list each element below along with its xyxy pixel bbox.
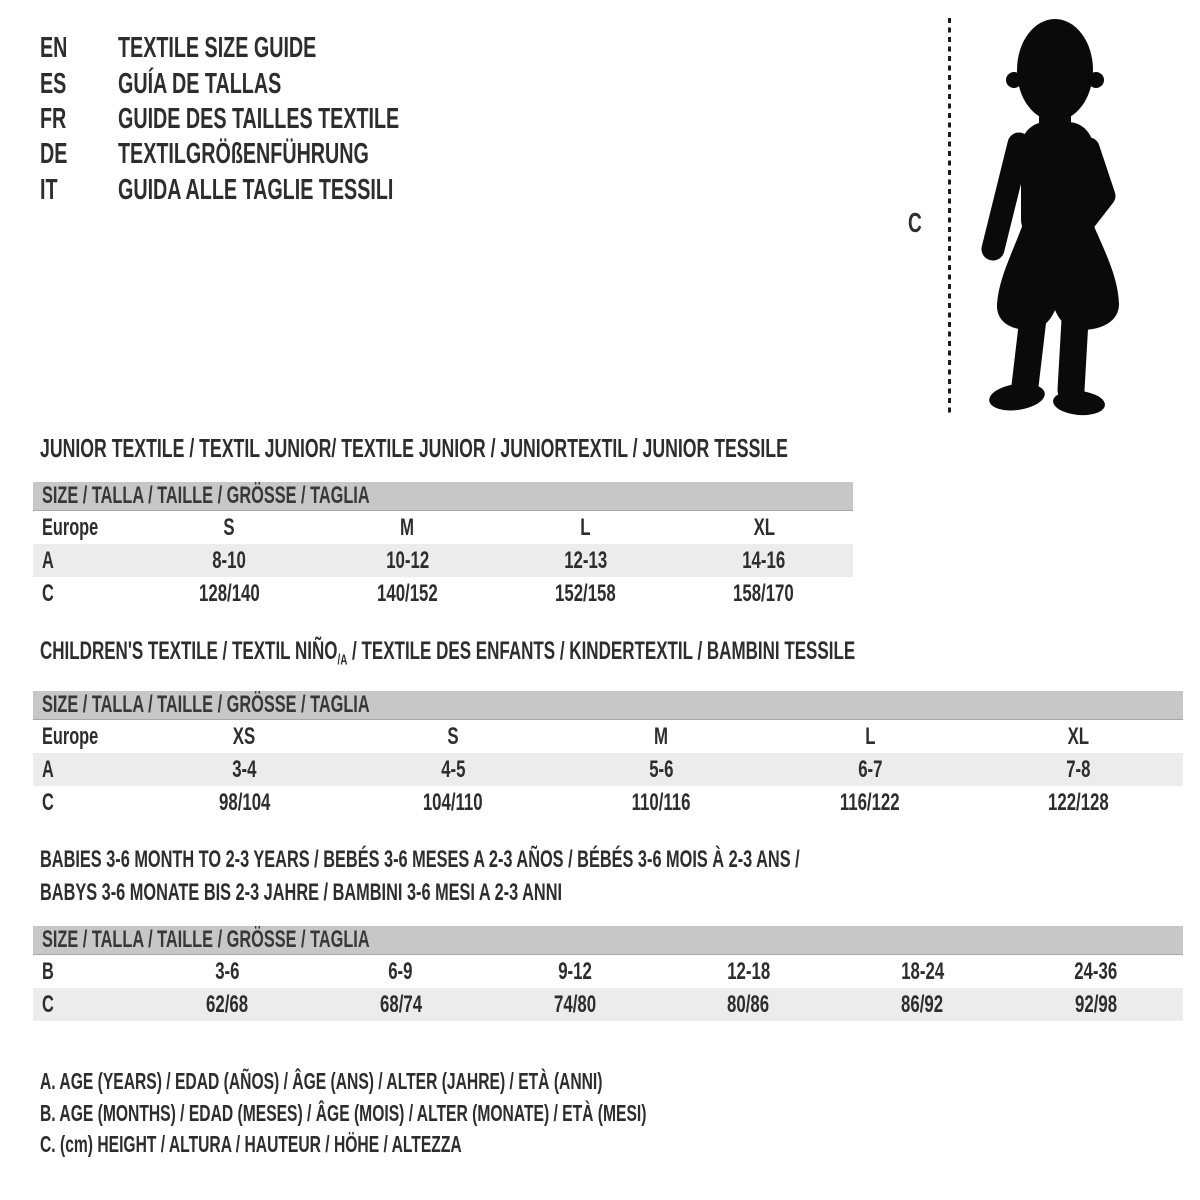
- table-row-age-years: [33, 544, 853, 577]
- height-value: 68/74: [379, 990, 422, 1018]
- age-value: 3-4: [232, 755, 257, 783]
- language-row-de: [40, 137, 532, 172]
- age-value: 12-13: [564, 546, 608, 574]
- age-value: 18-24: [900, 957, 944, 985]
- age-value: 9-12: [557, 957, 592, 985]
- height-value: 116/122: [840, 788, 900, 816]
- age-value: 8-10: [212, 546, 246, 574]
- size-value: XL: [753, 513, 775, 541]
- nino-a-subscript: /A: [337, 652, 348, 669]
- height-value: 110/116: [632, 788, 691, 816]
- age-value: 10-12: [385, 546, 429, 574]
- height-value: 86/92: [901, 990, 944, 1018]
- babies-title-line1: BABIES 3-6 MONTH TO 2-3 YEARS / BEBÉS 3-6 MESES A 2-3 AÑOS / BÉBÉS 3-6 MOIS À 2-3 ANS /: [40, 846, 800, 873]
- height-measure-label: C: [908, 207, 922, 238]
- row-label: C: [42, 990, 54, 1018]
- table-row-age-years: [33, 753, 1183, 786]
- age-value: 14-16: [742, 546, 786, 574]
- size-header-band: SIZE / TALLA / TAILLE / GRÖSSE / TAGLIA: [33, 926, 1183, 955]
- height-value: 80/86: [727, 990, 770, 1018]
- guide-title-en: TEXTILE SIZE GUIDE: [118, 32, 317, 65]
- row-label: Europe: [42, 722, 99, 750]
- size-value: S: [447, 722, 459, 750]
- height-value: 104/110: [422, 788, 483, 816]
- height-value: 158/170: [733, 579, 795, 607]
- children-section-title: CHILDREN'S TEXTILE / TEXTIL $NIÑO_{/A}$ / TEXTILE DES ENFANTS / KINDERTEXTIL / BAMBINI TESSILE: [40, 637, 856, 669]
- guide-title-it: GUIDA ALLE TAGLIE TESSILI: [118, 173, 394, 206]
- babies-section-title: [40, 843, 1157, 909]
- height-value: 122/128: [1048, 788, 1110, 816]
- size-header-band: SIZE / TALLA / TAILLE / GRÖSSE / TAGLIA: [33, 691, 1183, 720]
- age-value: 3-6: [214, 957, 240, 985]
- language-code: IT: [40, 173, 58, 206]
- guide-title-es: GUÍA DE TALLAS: [118, 67, 282, 100]
- guide-title-fr: GUIDE DES TAILLES TEXTILE: [118, 102, 400, 135]
- row-label: Europe: [42, 513, 99, 541]
- height-measure-dashed-line: [948, 18, 951, 416]
- table-row-height-cm: [33, 988, 1183, 1021]
- row-label: C: [42, 579, 54, 607]
- language-row-es: [40, 66, 532, 101]
- age-value: 5-6: [649, 755, 674, 783]
- language-title-list: [40, 31, 532, 208]
- height-value: 98/104: [218, 788, 270, 816]
- language-row-en: [40, 31, 532, 66]
- language-code: DE: [40, 138, 68, 171]
- table-row-age-months: [33, 955, 1183, 988]
- language-code: EN: [40, 32, 68, 65]
- footnote-c: C. (cm) HEIGHT / ALTURA / HAUTEUR / HÖHE / ALTEZZA: [40, 1131, 462, 1158]
- age-value: 4-5: [440, 755, 466, 783]
- height-value: 62/68: [205, 990, 248, 1018]
- age-value: 12-18: [726, 957, 770, 985]
- language-row-it: [40, 173, 532, 208]
- row-label: A: [42, 755, 54, 783]
- babies-size-table: [33, 926, 1183, 1021]
- babies-title-line2: BABYS 3-6 MONATE BIS 2-3 JAHRE / BAMBINI 3-6 MESI A 2-3 ANNI: [40, 879, 563, 906]
- language-code: ES: [40, 67, 67, 100]
- language-row-fr: [40, 102, 532, 137]
- size-value: L: [864, 722, 876, 750]
- footnote-a: A. AGE (YEARS) / EDAD (AÑOS) / ÂGE (ANS) / ALTER (JAHRE) / ETÀ (ANNI): [40, 1068, 603, 1095]
- row-label: A: [42, 546, 54, 574]
- junior-section-title: JUNIOR TEXTILE / TEXTIL JUNIOR/ TEXTILE JUNIOR / JUNIORTEXTIL / JUNIOR TESSILE: [40, 433, 788, 463]
- toddler-silhouette-icon: [966, 16, 1142, 418]
- size-value: S: [223, 513, 235, 541]
- size-value: M: [400, 513, 415, 541]
- table-row-europe: [33, 511, 853, 544]
- row-label: B: [42, 957, 54, 985]
- size-value: L: [580, 513, 591, 541]
- children-size-table: [33, 691, 1183, 819]
- table-row-height-cm: [33, 786, 1183, 819]
- footnote-b: B. AGE (MONTHS) / EDAD (MESES) / ÂGE (MOIS) / ALTER (MONATE) / ETÀ (MESI): [40, 1099, 647, 1126]
- age-value: 6-7: [857, 755, 883, 783]
- age-value: 6-9: [388, 957, 413, 985]
- age-value: 7-8: [1066, 755, 1091, 783]
- table-row-europe: [33, 720, 1183, 753]
- table-row-height-cm: [33, 577, 853, 610]
- size-value: M: [654, 722, 669, 750]
- junior-size-table: [33, 482, 853, 610]
- row-label: C: [42, 788, 54, 816]
- size-value: XS: [233, 722, 256, 750]
- height-value: 152/158: [555, 579, 616, 607]
- height-value: 128/140: [198, 579, 260, 607]
- height-value: 74/80: [553, 990, 596, 1018]
- height-value: 140/152: [376, 579, 438, 607]
- age-value: 24-36: [1074, 957, 1118, 985]
- guide-title-de: TEXTILGRÖßENFÜHRUNG: [118, 138, 369, 171]
- size-value: XL: [1067, 722, 1090, 750]
- size-header-band: SIZE / TALLA / TAILLE / GRÖSSE / TAGLIA: [33, 482, 853, 511]
- language-code: FR: [40, 102, 67, 135]
- footnote-legend: [40, 1066, 932, 1161]
- height-value: 92/98: [1075, 990, 1118, 1018]
